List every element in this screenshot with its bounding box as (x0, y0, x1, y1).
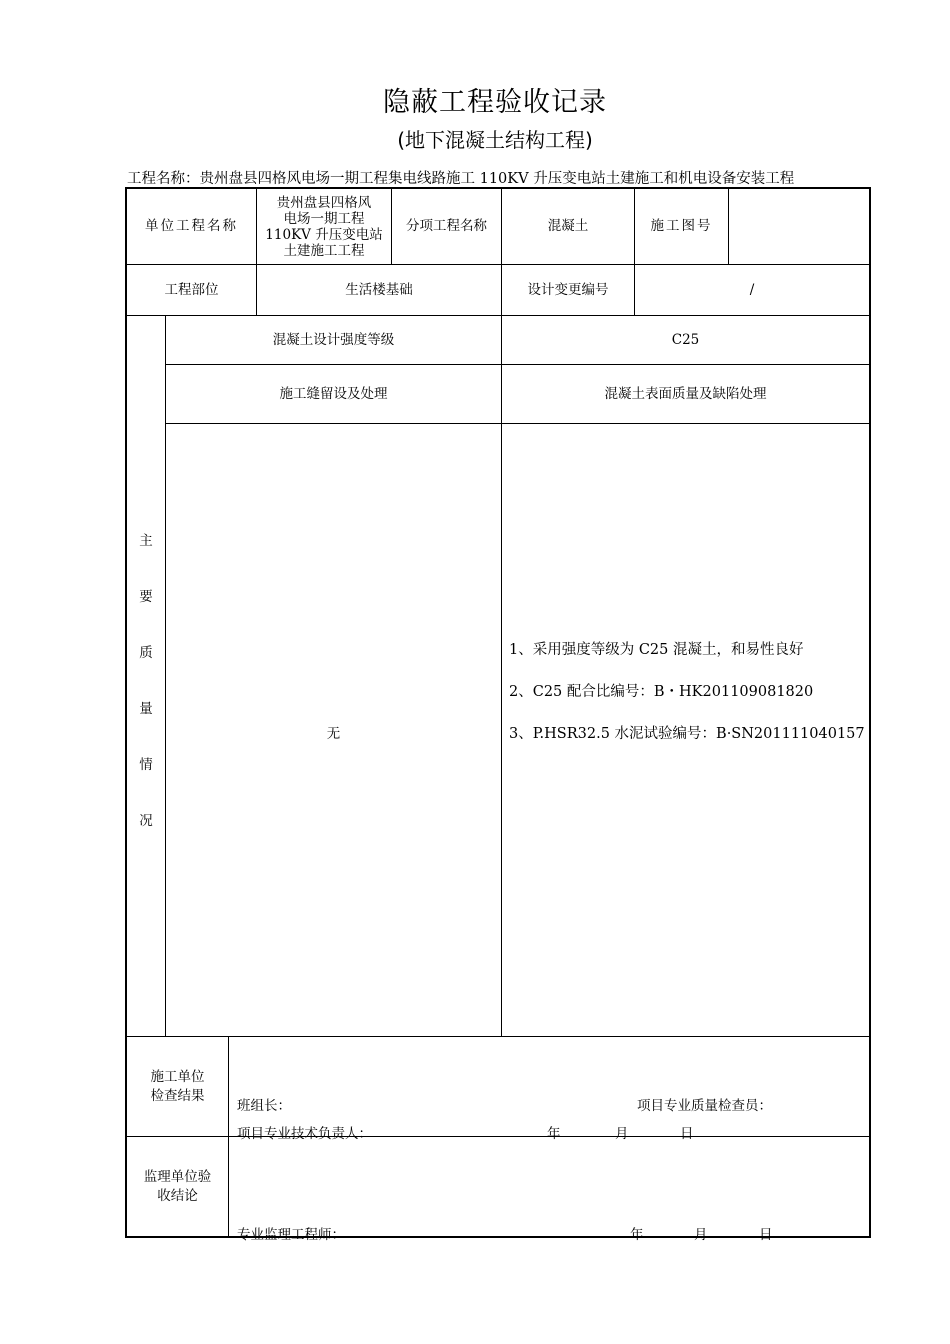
check-year: 年 (547, 1126, 561, 1142)
check-day: 日 (680, 1126, 694, 1142)
side-char-2: 要 (139, 589, 153, 605)
construction-check-label (127, 1037, 228, 1136)
sub-project-label: 分项工程名称 (406, 218, 487, 234)
supervision-year: 年 (630, 1227, 644, 1243)
unit-project-value (257, 189, 391, 264)
supervision-month: 月 (694, 1227, 708, 1243)
supervision-label-line-2: 收结论 (157, 1187, 198, 1204)
surface-quality-notes (509, 639, 865, 765)
main-quality-side-label (127, 316, 165, 1036)
tech-lead-label: 项目专业技术负责人： (237, 1126, 372, 1142)
project-name-line (127, 167, 794, 188)
project-part-label: 工程部位 (164, 281, 219, 298)
side-char-4: 量 (139, 701, 153, 717)
design-change-value: / (749, 281, 755, 298)
design-change-label: 设计变更编号 (527, 281, 609, 298)
side-char-6: 况 (139, 813, 153, 829)
drawing-number-label: 施工图号 (650, 218, 713, 234)
side-char-3: 质 (139, 645, 153, 661)
check-month: 月 (615, 1126, 629, 1142)
supervision-label (127, 1137, 228, 1236)
strength-grade-value: C25 (671, 331, 700, 348)
construction-joint-value: 无 (326, 725, 341, 742)
unit-value-line-1: 贵州盘县四格风 (276, 194, 372, 211)
surface-note-1: 1、采用强度等级为 C25 混凝土，和易性良好 (509, 642, 804, 658)
unit-value-line-2: 电场一期工程 (283, 210, 365, 227)
supervision-label-line-1: 监理单位验 (143, 1168, 212, 1185)
side-char-5: 情 (139, 757, 153, 773)
quality-inspector-label: 项目专业质量检查员： (637, 1098, 772, 1114)
surface-note-2: 2、C25 配合比编号：B・HK201109081820 (509, 684, 814, 700)
construction-check-label-line-1: 施工单位 (150, 1068, 205, 1085)
drawing-number-value (729, 189, 869, 264)
project-part-value: 生活楼基础 (345, 281, 413, 298)
unit-value-line-4: 土建施工工程 (283, 242, 365, 259)
supervising-engineer-label: 专业监理工程师： (237, 1227, 345, 1243)
page-subtitle: (地下混凝土结构工程) (397, 128, 593, 152)
page-title: 隐蔽工程验收记录 (383, 87, 607, 118)
inspection-form (125, 187, 871, 1243)
construction-check-label-line-2: 检查结果 (150, 1087, 205, 1104)
unit-value-line-3: 110KV 升压变电站 (265, 226, 383, 243)
strength-grade-label: 混凝土设计强度等级 (272, 331, 395, 348)
supervision-day: 日 (759, 1227, 773, 1243)
team-leader-label: 班组长： (237, 1098, 291, 1114)
project-label: 工程名称： (127, 171, 200, 187)
side-char-1: 主 (139, 533, 153, 549)
surface-quality-label: 混凝土表面质量及缺陷处理 (604, 385, 767, 402)
surface-note-3: 3、P.HSR32.5 水泥试验编号：B·SN201111040157 (509, 726, 865, 742)
unit-project-label: 单位工程名称 (145, 218, 238, 234)
sub-project-value: 混凝土 (547, 218, 589, 234)
project-name: 贵州盘县四格风电场一期工程集电线路施工 110KV 升压变电站土建施工和机电设备安装工程 (199, 171, 795, 187)
construction-joint-label: 施工缝留设及处理 (279, 385, 388, 402)
